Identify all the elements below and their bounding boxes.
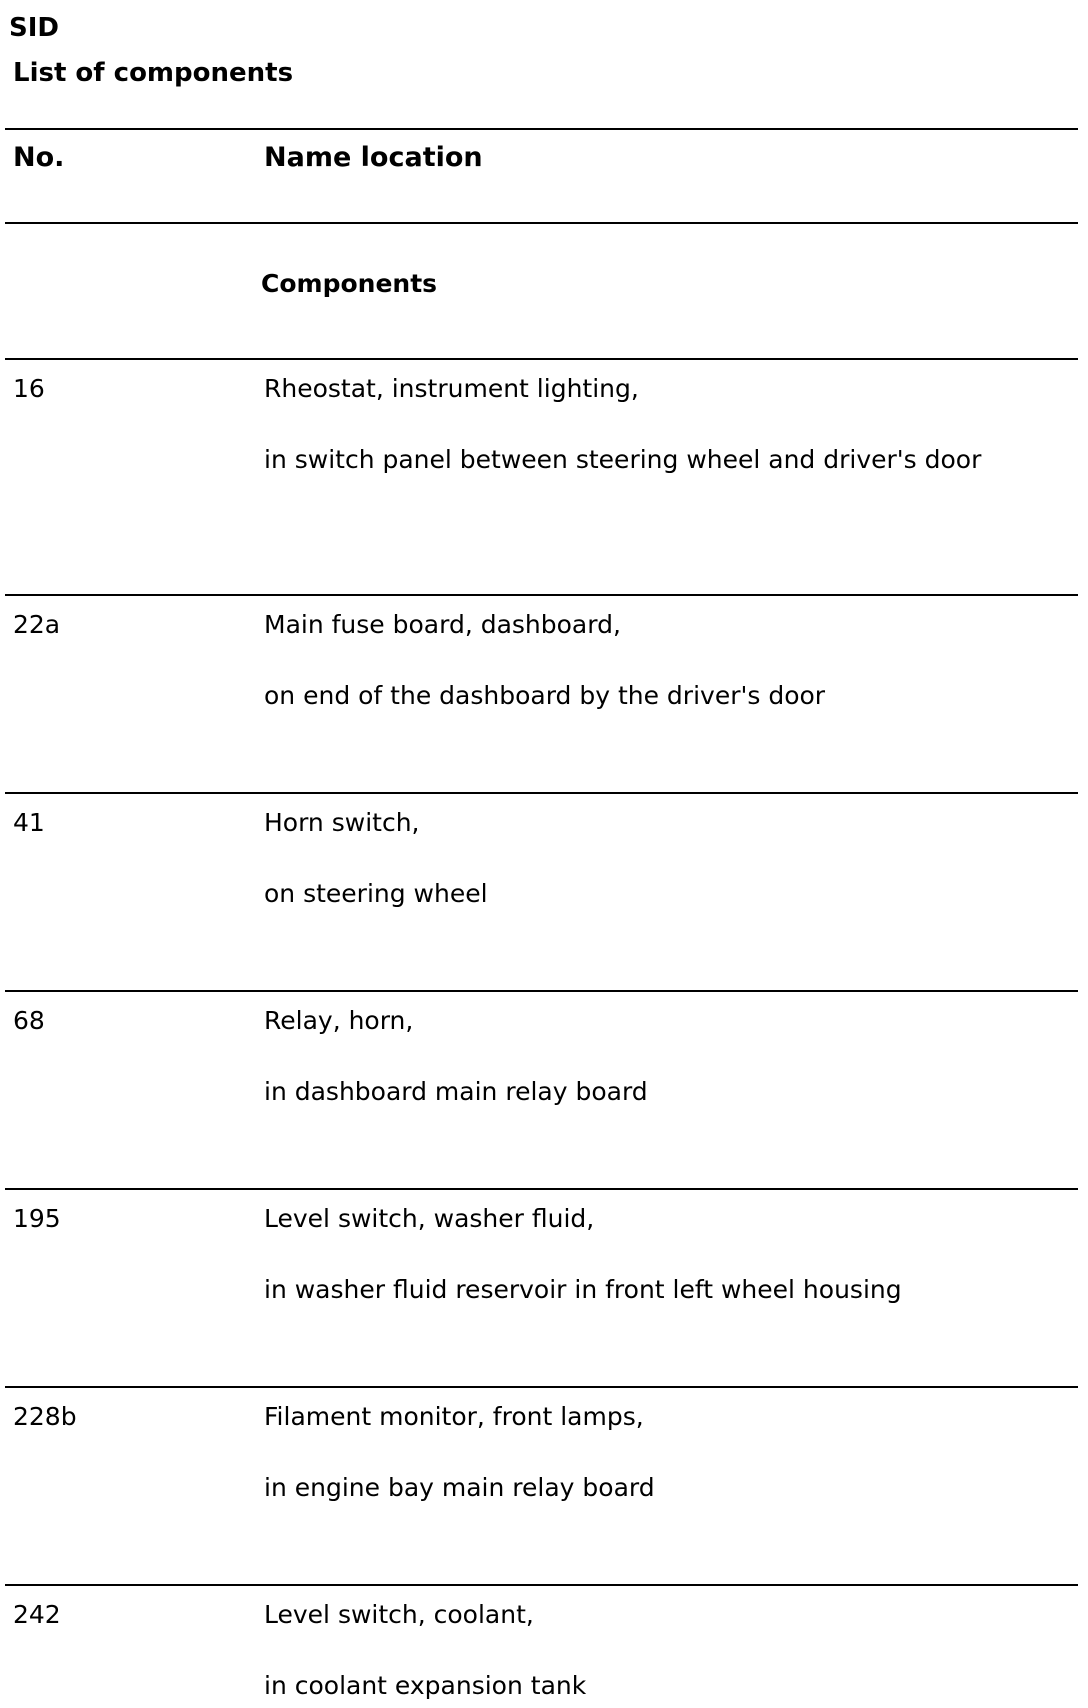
column-header-name-location: Name location [264, 142, 483, 173]
table-row [0, 373, 1088, 474]
row-divider [5, 990, 1078, 992]
component-name: Level switch, coolant, [264, 1600, 534, 1629]
component-location: on end of the dashboard by the driver's door [264, 681, 826, 710]
component-number: 242 [13, 1600, 61, 1629]
component-number: 195 [13, 1204, 61, 1233]
component-number: 228b [13, 1402, 77, 1431]
table-row [0, 1401, 1088, 1502]
component-name: Horn switch, [264, 808, 420, 837]
section-label-components: Components [261, 269, 438, 298]
component-number: 22a [13, 610, 61, 639]
row-divider [5, 1584, 1078, 1586]
component-number: 68 [13, 1006, 45, 1035]
row-divider [5, 1386, 1078, 1388]
component-name: Rheostat, instrument lighting, [264, 374, 639, 403]
row-divider [5, 1188, 1078, 1190]
document-subtitle: List of components [13, 58, 294, 88]
component-name: Main fuse board, dashboard, [264, 610, 621, 639]
component-name: Filament monitor, front lamps, [264, 1402, 644, 1431]
component-location: in coolant expansion tank [264, 1671, 587, 1700]
row-divider [5, 358, 1078, 360]
table-row [0, 1599, 1088, 1700]
document-title: SID [9, 13, 59, 43]
table-row [0, 609, 1088, 710]
table-top-rule [5, 128, 1078, 130]
component-number: 16 [13, 374, 45, 403]
component-location: in washer fluid reservoir in front left wheel housing [264, 1275, 902, 1304]
component-location: in switch panel between steering wheel and driver's door [264, 445, 982, 474]
column-header-number: No. [13, 142, 65, 173]
table-row [0, 1005, 1088, 1106]
component-location: in engine bay main relay board [264, 1473, 655, 1502]
table-row [0, 807, 1088, 908]
component-name: Level switch, washer fluid, [264, 1204, 595, 1233]
component-name: Relay, horn, [264, 1006, 414, 1035]
table-row [0, 1203, 1088, 1304]
component-location: on steering wheel [264, 879, 488, 908]
row-divider [5, 792, 1078, 794]
component-location: in dashboard main relay board [264, 1077, 648, 1106]
row-divider [5, 594, 1078, 596]
component-number: 41 [13, 808, 45, 837]
header-bottom-rule [5, 222, 1078, 224]
